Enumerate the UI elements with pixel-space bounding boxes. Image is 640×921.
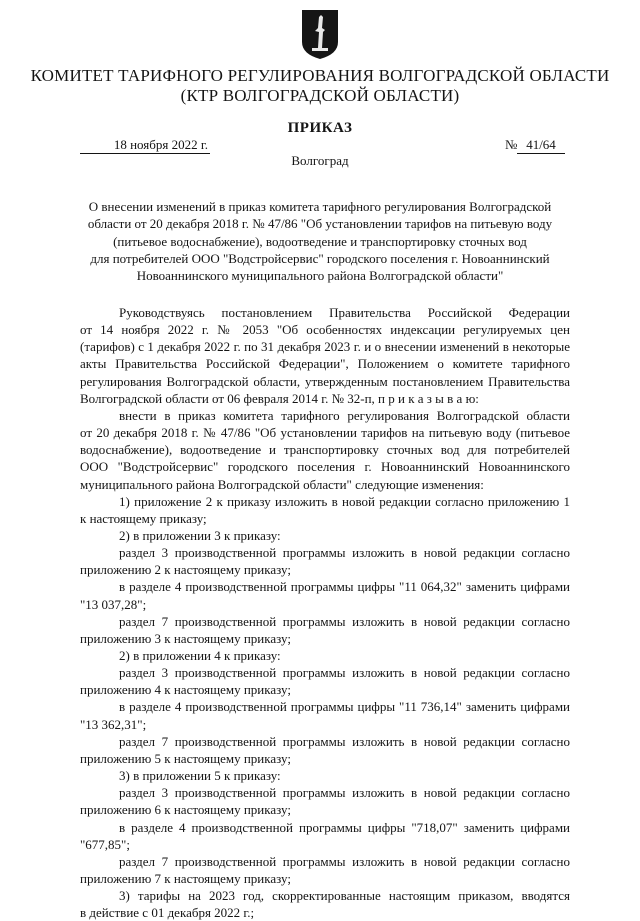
body-line: приложению 2 к настоящему приказу; (80, 562, 291, 578)
body-line: муниципального района Волгоградской области" следующие изменения: (80, 476, 484, 492)
body-line: приложению 7 к настоящему приказу; (80, 870, 291, 886)
body-line: раздел 3 производственной программы изложить в новой редакции согласно (119, 785, 570, 801)
body-line: раздел 3 производственной программы изложить в новой редакции согласно (119, 665, 570, 681)
body-line: Руководствуясь постановлением Правительства Российской Федерации (119, 305, 570, 320)
body-line: 1) приложение 2 к приказу изложить в новой редакции согласно приложению 1 (119, 493, 570, 509)
organization-abbreviation: (КТР ВОЛГОГРАДСКОЙ ОБЛАСТИ) (180, 86, 460, 105)
body-line: приложению 5 к настоящему приказу; (80, 750, 291, 766)
coat-of-arms-emblem (300, 8, 340, 60)
order-date: 18 ноября 2022 г. (80, 137, 210, 154)
body-line: "677,85"; (80, 836, 130, 852)
body-line: регулирования Волгоградской области, утвержденным постановлением Правительства (80, 373, 570, 389)
organization-name: КОМИТЕТ ТАРИФНОГО РЕГУЛИРОВАНИЯ ВОЛГОГРАДСКОЙ ОБЛАСТИ (30, 66, 610, 85)
body-line: в разделе 4 производственной программы цифры "718,07" заменить цифрами (119, 819, 570, 835)
order-number-label: № (505, 137, 518, 152)
body-line: приложению 6 к настоящему приказу; (80, 802, 291, 818)
document-type-title: ПРИКАЗ (287, 120, 353, 136)
body-line: ООО "Водстройсервис" городского поселения г. Новоаннинский Новоаннинского (80, 459, 570, 475)
body-line: "13 037,28"; (80, 596, 147, 612)
city-name: Волгоград (291, 153, 349, 168)
body-line: от 14 ноября 2022 г. № 2053 "Об особенностях индексации регулируемых цен (80, 322, 570, 338)
body-line: в разделе 4 производственной программы цифры "11 064,32" заменить цифрами (119, 579, 570, 595)
body-line: акты Правительства Российской Федерации", Положением о комитете тарифного (80, 356, 570, 372)
body-line: от 20 декабря 2018 г. № 47/86 "Об установлении тарифов на питьевую воду (питьевое (80, 425, 570, 441)
body-line: "13 362,31"; (80, 716, 147, 732)
subject-line: области от 20 декабря 2018 г. № 47/86 "Об установлении тарифов на питьевую воду (87, 216, 553, 232)
subject-line: для потребителей ООО "Водстройсервис" городского поселения г. Новоаннинский (90, 250, 550, 266)
body-line: приложению 4 к настоящему приказу; (80, 682, 291, 698)
body-line: раздел 3 производственной программы изложить в новой редакции согласно (119, 545, 570, 561)
body-line: внести в приказ комитета тарифного регулирования Волгоградской области (119, 407, 570, 423)
subject-line: Новоаннинского муниципального района Волгоградской области" (136, 268, 504, 284)
body-line: раздел 7 производственной программы изложить в новой редакции согласно (119, 853, 570, 869)
body-line: раздел 7 производственной программы изложить в новой редакции согласно (119, 613, 570, 629)
body-line: 2) в приложении 3 к приказу: (119, 527, 281, 543)
body-line: в разделе 4 производственной программы цифры "11 736,14" заменить цифрами (119, 699, 570, 715)
body-line: водоснабжение), водоотведение и транспортировку сточных вод для потребителей (80, 442, 570, 458)
body-line: Волгоградской области от 06 февраля 2014 г. № 32-п, п р и к а з ы в а ю: (80, 390, 479, 406)
body-line: 3) в приложении 5 к приказу: (119, 768, 281, 784)
order-number: 41/64 (517, 137, 565, 154)
body-line: к настоящему приказу; (80, 510, 207, 526)
subject-line: (питьевое водоснабжение), водоотведение и транспортировку сточных вод (113, 233, 527, 249)
body-line: приложению 3 к настоящему приказу; (80, 630, 291, 646)
body-line: 3) тарифы на 2023 год, скорректированные настоящим приказом, вводятся (119, 888, 570, 904)
subject-line: О внесении изменений в приказ комитета тарифного регулирования Волгоградской (88, 199, 552, 214)
body-line: раздел 7 производственной программы изложить в новой редакции согласно (119, 733, 570, 749)
body-line: в действие с 01 декабря 2022 г.; (80, 905, 255, 921)
body-line: 2) в приложении 4 к приказу: (119, 648, 281, 663)
body-line: (тарифов) с 1 декабря 2022 г. по 31 декабря 2023 г. и о внесении изменений в некоторые (80, 339, 570, 355)
